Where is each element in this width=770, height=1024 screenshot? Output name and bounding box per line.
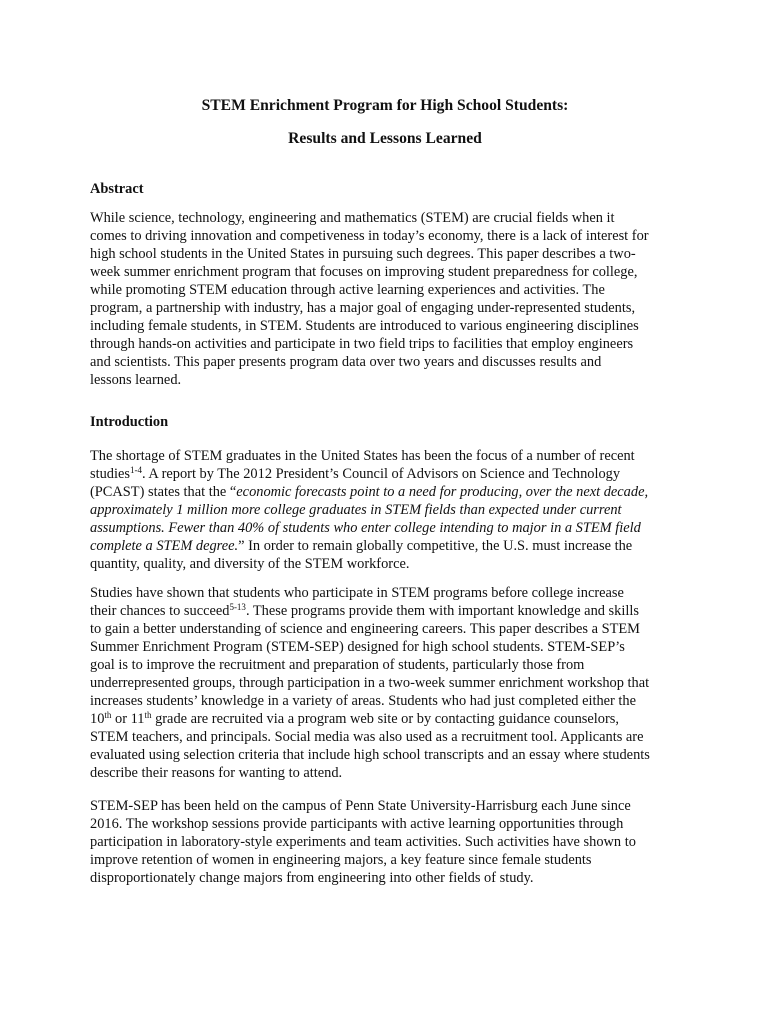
introduction-heading: Introduction: [90, 414, 169, 430]
intro-line: [90, 465, 685, 483]
text-run: studies: [90, 466, 130, 482]
abstract-line: and scientists. This paper presents program data over two years and discusses results and: [90, 354, 602, 370]
intro-line: participation in laboratory-style experiments and team activities. Such activities have shown to: [90, 834, 636, 850]
text-run: grade are recruited via a program web site or by contacting guidance counselors,: [151, 711, 619, 727]
abstract-line: While science, technology, engineering and mathematics (STEM) are crucial fields when it: [90, 210, 615, 226]
quote-text: assumptions. Fewer than 40% of students who enter college intending to major in a STEM field: [90, 520, 641, 536]
abstract-line: lessons learned.: [90, 372, 182, 388]
abstract-line: including female students, in STEM. Students are introduced to various engineering disciplines: [90, 318, 639, 334]
quote-text: complete a STEM degree.: [90, 538, 239, 554]
intro-line: Studies have shown that students who participate in STEM programs before college increase: [90, 585, 624, 601]
intro-line: describe their reasons for wanting to attend.: [90, 765, 343, 781]
text-run: ” In order to remain globally competitive, the U.S. must increase the: [238, 538, 633, 554]
intro-paragraph-3: [90, 797, 685, 887]
text-run: their chances to succeed: [90, 603, 230, 619]
ordinal-superscript: th: [144, 710, 152, 720]
citation-superscript: 5-13: [229, 602, 246, 612]
intro-paragraph-1: [90, 447, 685, 573]
intro-line: 2016. The workshop sessions provide participants with active learning opportunities through: [90, 816, 624, 832]
intro-line: [90, 602, 685, 620]
intro-line: STEM-SEP has been held on the campus of Penn State University-Harrisburg each June since: [90, 798, 631, 814]
intro-paragraph-2: [90, 584, 685, 782]
intro-line: [90, 483, 685, 501]
intro-line: to gain a better understanding of science and engineering careers. This paper describes a STEM: [90, 621, 640, 637]
abstract-line: while promoting STEM education through active learning experiences and activities. The: [90, 282, 605, 298]
abstract-line: comes to driving innovation and competiveness in today’s economy, there is a lack of interest for: [90, 228, 649, 244]
intro-line: [90, 537, 685, 555]
intro-line: improve retention of women in engineering majors, a key feature since female students: [90, 852, 592, 868]
text-run: 10: [90, 711, 105, 727]
abstract-line: week summer enrichment program that focuses on improving student preparedness for college,: [90, 264, 638, 280]
quote-text: approximately 1 million more college graduates in STEM fields than expected under current: [90, 502, 622, 518]
citation-superscript: 1-4: [129, 465, 142, 475]
intro-line: [90, 519, 685, 537]
intro-line: goal is to improve the recruitment and preparation of students, particularly those from: [90, 657, 585, 673]
ordinal-superscript: th: [104, 710, 112, 720]
abstract-paragraph: [90, 209, 685, 389]
quote-text: economic forecasts point to a need for producing, over the next decade,: [236, 484, 649, 500]
intro-line: The shortage of STEM graduates in the United States has been the focus of a number of recent: [90, 448, 635, 464]
intro-line: evaluated using selection criteria that include high school transcripts and an essay where students: [90, 747, 650, 763]
abstract-line: through hands-on activities and participate in two field trips to facilities that employ engineers: [90, 336, 634, 352]
text-run: (PCAST) states that the “: [90, 484, 237, 500]
text-run: . These programs provide them with important knowledge and skills: [245, 603, 639, 619]
paper-title-line-1: STEM Enrichment Program for High School Students:: [201, 97, 569, 114]
intro-line: increases students’ knowledge in a variety of areas. Students who had just completed either the: [90, 693, 637, 709]
paper-title-line-2: Results and Lessons Learned: [288, 130, 482, 147]
intro-line: quantity, quality, and diversity of the STEM workforce.: [90, 556, 410, 572]
intro-line: [90, 501, 685, 519]
abstract-heading: Abstract: [90, 181, 144, 197]
text-run: . A report by The 2012 President’s Council of Advisors on Science and Technology: [141, 466, 621, 482]
intro-line: [90, 710, 685, 728]
abstract-line: high school students in the United States in pursuing such degrees. This paper describes a two-: [90, 246, 636, 262]
intro-line: underrepresented groups, through participation in a two-week summer enrichment workshop that: [90, 675, 650, 691]
abstract-line: program, a partnership with industry, has a major goal of engaging under-represented students,: [90, 300, 636, 316]
intro-line: disproportionately change majors from engineering into other fields of study.: [90, 870, 534, 886]
intro-line: Summer Enrichment Program (STEM-SEP) designed for high school students. STEM-SEP’s: [90, 639, 625, 655]
intro-line: STEM teachers, and principals. Social media was also used as a recruitment tool. Applicants are: [90, 729, 644, 745]
text-run: or 11: [111, 711, 145, 727]
